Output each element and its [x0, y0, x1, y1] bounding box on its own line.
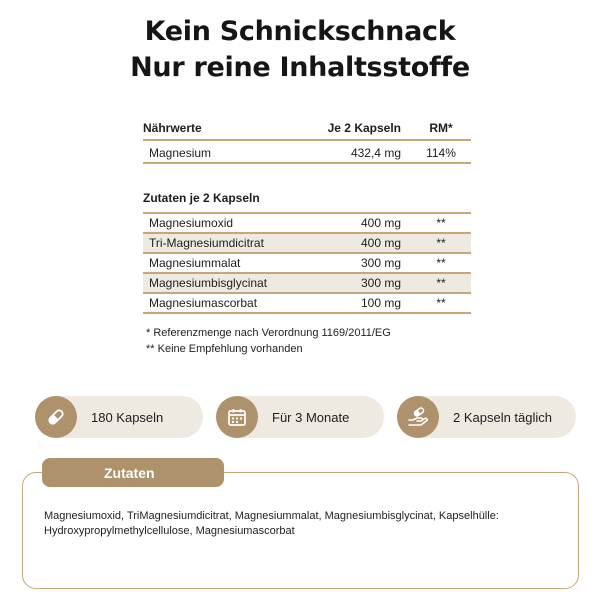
- nutrition-row-magnesium: [143, 144, 471, 164]
- nutrient-rm: 114%: [426, 146, 456, 160]
- ingredient-amount: 300 mg: [360, 256, 401, 270]
- feature-pill-capsules: [35, 396, 203, 438]
- footnote-reference: * Referenzmenge nach Verordnung 1169/2011/EG: [146, 327, 391, 339]
- ingredient-row: [143, 214, 471, 234]
- ingredient-rm: **: [436, 276, 446, 290]
- ingredient-amount: 400 mg: [360, 216, 401, 230]
- ingredient-rm: **: [436, 236, 446, 250]
- nutrient-name: Magnesium: [149, 146, 212, 160]
- headline-line-2: Nur reine Inhaltsstoffe: [130, 52, 470, 83]
- ingredient-rm: **: [436, 216, 446, 230]
- header-rm: RM*: [429, 121, 453, 135]
- nutrition-table-header: [143, 119, 471, 141]
- ingredients-title: Zutaten je 2 Kapseln: [143, 191, 260, 205]
- headline: [0, 14, 600, 86]
- feature-label: 180 Kapseln: [91, 409, 164, 425]
- header-je-2-kapseln: Je 2 Kapseln: [327, 121, 401, 135]
- ingredient-rm: **: [436, 296, 446, 310]
- ingredient-row: [143, 254, 471, 274]
- ingredient-name: Tri-Magnesiumdicitrat: [149, 236, 264, 250]
- ingredient-row: [143, 294, 471, 314]
- ingredient-rm: **: [436, 256, 446, 270]
- ingredients-table: [143, 212, 471, 314]
- ingredient-amount: 100 mg: [360, 296, 401, 310]
- ingredient-row: [143, 234, 471, 254]
- ingredient-name: Magnesiumascorbat: [149, 296, 258, 310]
- ingredient-name: Magnesiummalat: [149, 256, 241, 270]
- ingredient-amount: 400 mg: [360, 236, 401, 250]
- footnote-no-recommendation: ** Keine Empfehlung vorhanden: [146, 343, 303, 355]
- ingredient-amount: 300 mg: [360, 276, 401, 290]
- ingredient-name: Magnesiumoxid: [149, 216, 234, 230]
- nutrient-amount: 432,4 mg: [350, 146, 401, 160]
- zutaten-text: Magnesiumoxid, TriMagnesiumdicitrat, Magnesiummalat, Magnesiumbisglycinat, Kapselhülle: Hydroxypropylmethylcellulose, Magnesiumascorbat: [44, 510, 499, 537]
- feature-label: 2 Kapseln täglich: [453, 409, 553, 425]
- capsule-icon: [35, 396, 77, 438]
- headline-line-1: Kein Schnickschnack: [144, 16, 456, 47]
- calendar-icon: [216, 396, 258, 438]
- feature-label: Für 3 Monate: [272, 409, 350, 425]
- hand-capsule-icon: [397, 396, 439, 438]
- header-naehrwerte: Nährwerte: [143, 121, 202, 135]
- feature-pill-duration: [216, 396, 384, 438]
- zutaten-tab: Zutaten: [42, 458, 224, 487]
- ingredient-row: [143, 274, 471, 294]
- ingredient-name: Magnesiumbisglycinat: [149, 276, 268, 290]
- feature-pill-daily-dose: [397, 396, 576, 438]
